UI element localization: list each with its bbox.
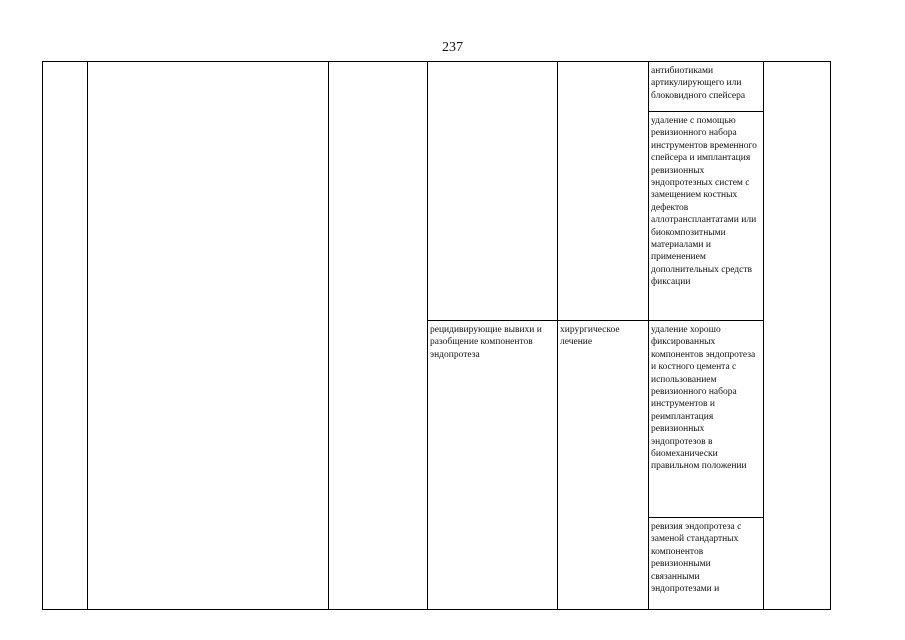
table-cell-condition	[428, 62, 558, 321]
table-cell-treatment: хирургическое лечение	[558, 321, 649, 610]
table-cell-cost	[764, 62, 831, 610]
table-cell-method: удаление хорошо фиксированных компонентов эндопротеза и костного цемента с использованием ревизионного набора инструментов и реимплантация ревизионных эндопротезов в биомеханически правильном положении	[649, 321, 764, 518]
table-cell-condition: рецидивирующие вывихи и разобщение компонентов эндопротеза	[428, 321, 558, 610]
table-row	[43, 62, 831, 112]
page-number: 237	[442, 40, 463, 55]
table-cell-method: ревизия эндопротеза с заменой стандартных компонентов ревизионными связанными эндопротезами и	[649, 518, 764, 610]
table-cell-method: антибиотиками артикулирующего или блоковидного спейсера	[649, 62, 764, 112]
table-cell-method: удаление с помощью ревизионного набора инструментов временного спейсера и имплантация ревизионных эндопротезных систем с замещением костных дефектов аллотрансплантатами или биокомпозитными материалами и применением дополнительных средств фиксации	[649, 112, 764, 321]
table-cell-index	[43, 62, 88, 610]
table-cell-treatment	[558, 62, 649, 321]
table-cell-profile	[88, 62, 329, 610]
table-cell-code	[329, 62, 428, 610]
document-table	[42, 61, 831, 610]
